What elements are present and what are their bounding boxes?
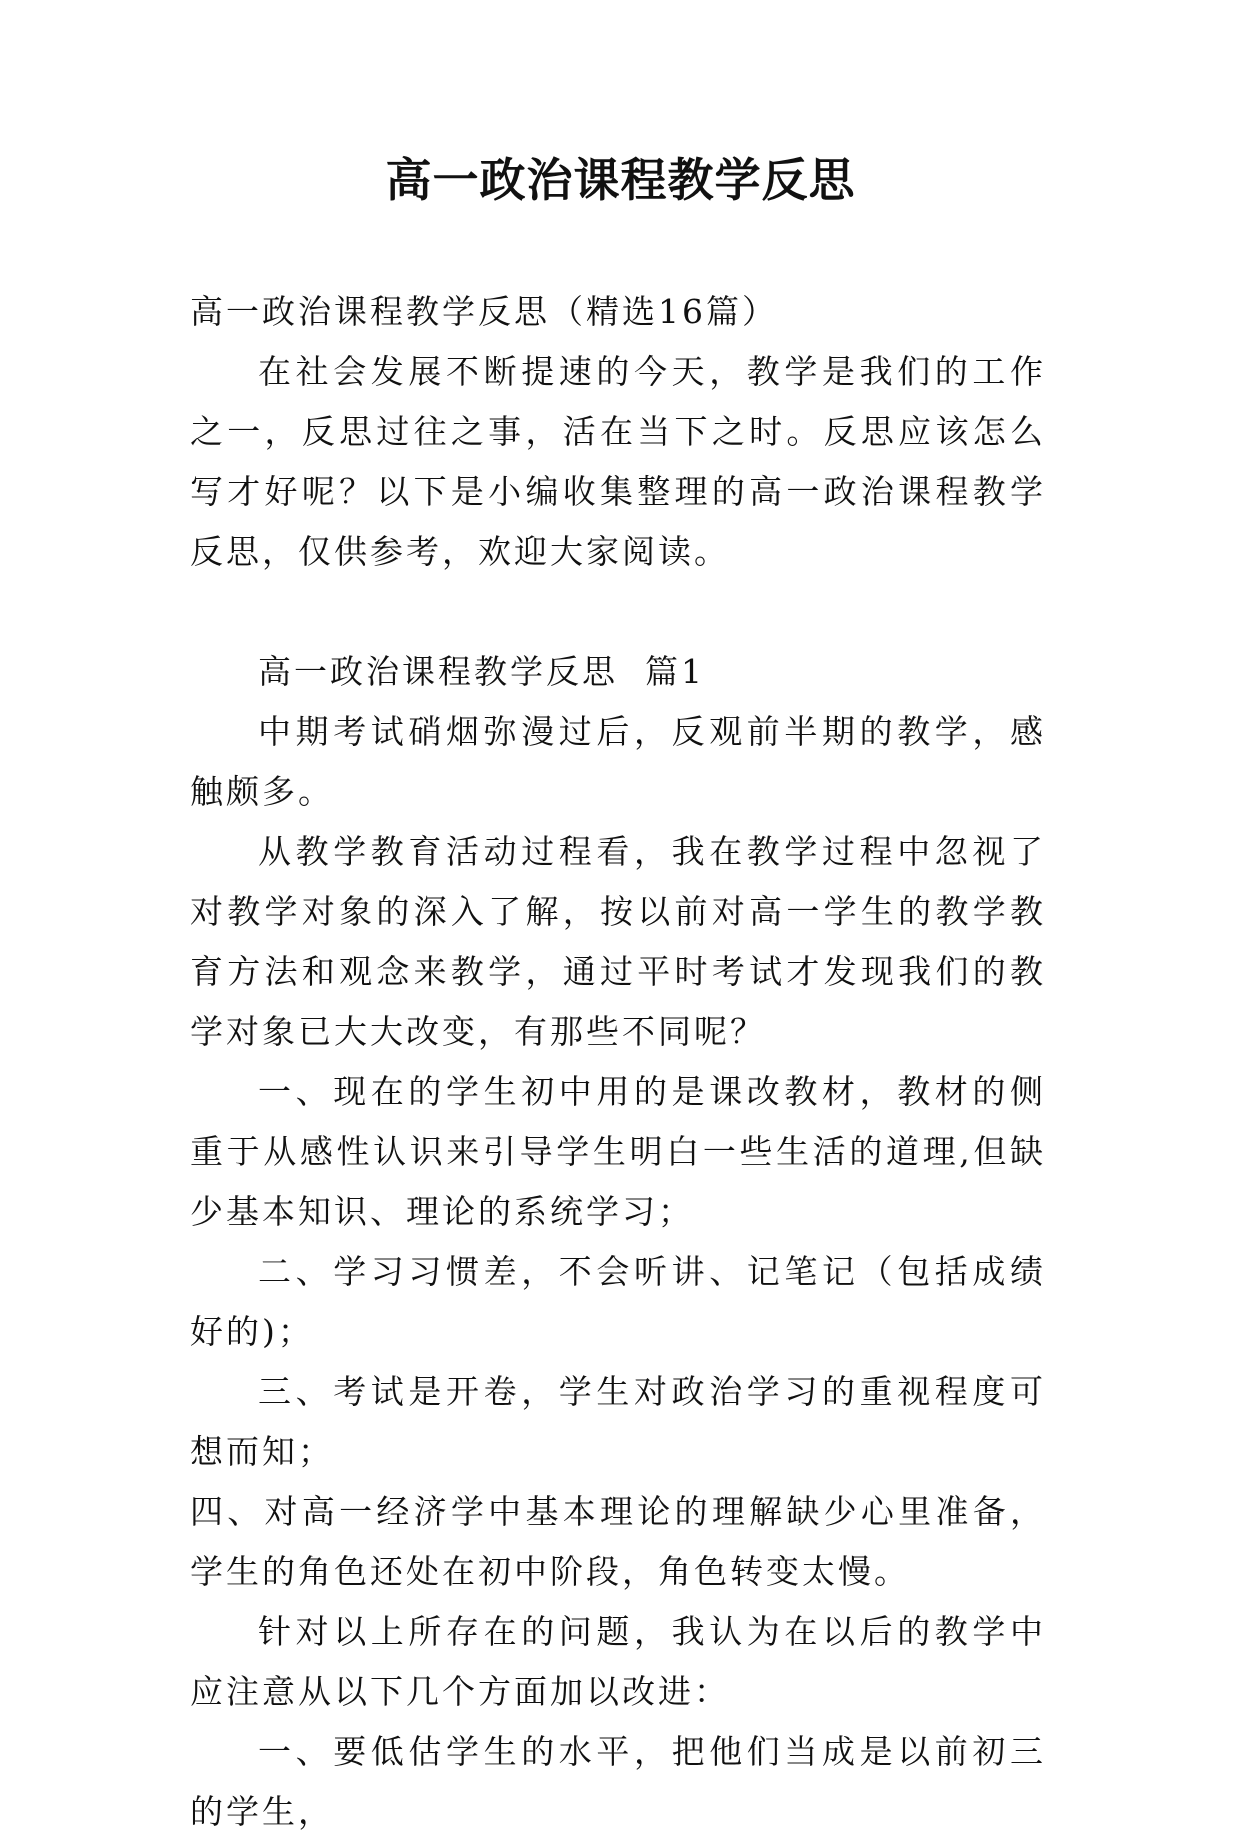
section-heading: 高一政治课程教学反思 篇1: [258, 652, 705, 691]
paragraph-1: 中期考试硝烟弥漫过后，反观前半期的教学，感触颇多。: [190, 712, 1046, 811]
intro-paragraph: 在社会发展不断提速的今天，教学是我们的工作之一，反思过往之事，活在当下之时。反思应该怎么写才好呢？以下是小编收集整理的高一政治课程教学反思，仅供参考，欢迎大家阅读。: [190, 352, 1046, 571]
paragraph-2: 从教学教育活动过程看，我在教学过程中忽视了对教学对象的深入了解，按以前对高一学生的教学教育方法和观念来教学，通过平时考试才发现我们的教学对象已大大改变，有那些不同呢？: [190, 832, 1046, 1051]
improvement-1: 一、要低估学生的水平，把他们当成是以前初三的学生，: [190, 1732, 1046, 1831]
document-subtitle: 高一政治课程教学反思（精选16篇）: [190, 292, 778, 331]
point-4: 四、对高一经济学中基本理论的理解缺少心里准备，学生的角色还处在初中阶段，角色转变太慢。: [190, 1492, 1046, 1591]
paragraph-3: 针对以上所存在的问题，我认为在以后的教学中应注意从以下几个方面加以改进：: [190, 1612, 1046, 1711]
point-3: 三、考试是开卷，学生对政治学习的重视程度可想而知；: [190, 1372, 1046, 1471]
section-spacer: [190, 582, 1046, 642]
document-title: 高一政治课程教学反思: [385, 153, 856, 207]
point-1: 一、现在的学生初中用的是课改教材，教材的侧重于从感性认识来引导学生明白一些生活的道理,但缺少基本知识、理论的系统学习；: [190, 1072, 1046, 1231]
document-body: [190, 282, 1046, 1842]
point-2: 二、学习习惯差，不会听讲、记笔记（包括成绩好的)；: [190, 1252, 1046, 1351]
